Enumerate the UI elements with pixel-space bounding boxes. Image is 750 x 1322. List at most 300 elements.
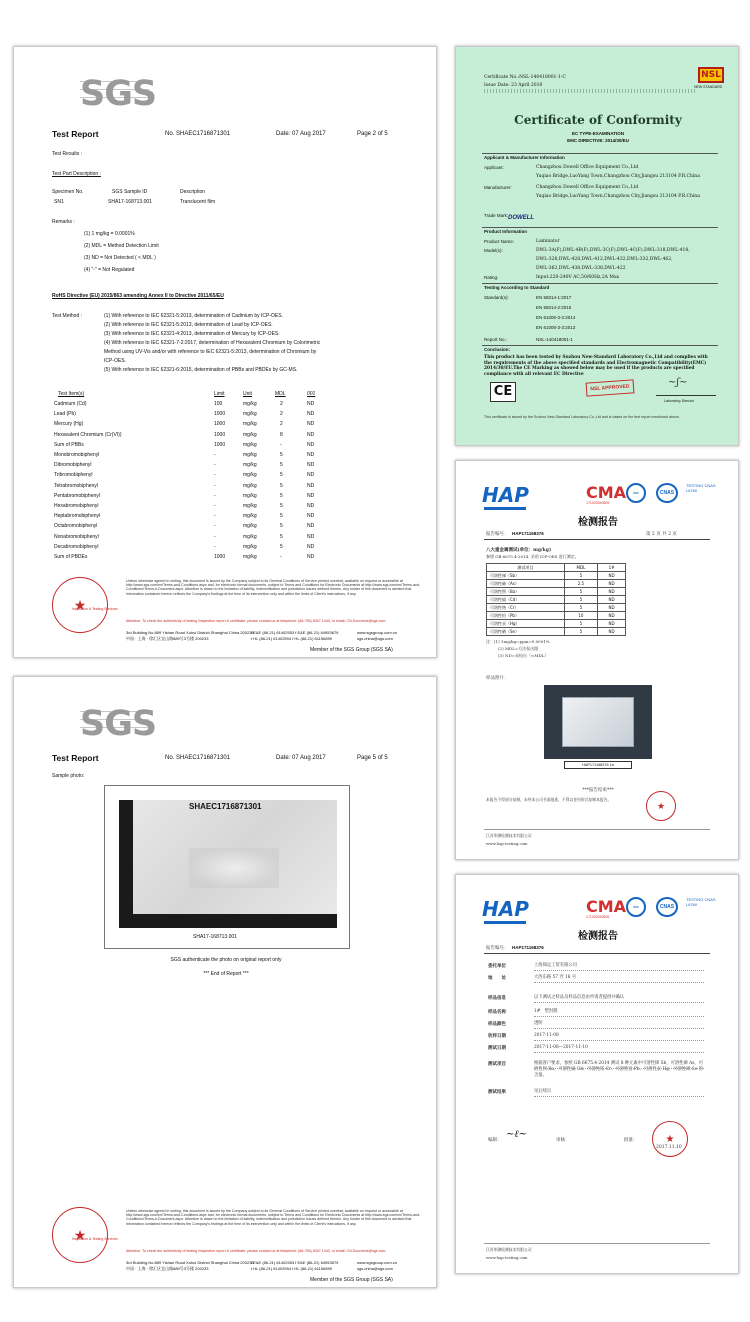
website: www.hap-testing.com — [486, 1255, 528, 1260]
cert-sub-1: EC TYPE-EXAMINATION — [572, 131, 624, 136]
nsl-logo-sub: NEW STANDARD — [694, 85, 723, 89]
standard-1: EN 55014-1:2017 — [536, 295, 572, 300]
result-cell: ND — [307, 492, 315, 499]
description-header: Description — [180, 189, 206, 195]
table-row — [487, 588, 626, 596]
field-rule — [534, 1052, 704, 1053]
test-method: 参照 GB 6675.4-2014, 采用 ICP-OES 进行测定。 — [486, 554, 579, 559]
result-cell: ND — [307, 472, 315, 479]
photo-frame — [104, 785, 350, 949]
table-row — [487, 572, 626, 580]
remark-4: (4) "-" = Not Regulated — [84, 267, 135, 273]
field-label: 样品颜色 — [488, 1022, 506, 1027]
website: www.sgsgroup.com.cn — [357, 1260, 398, 1265]
divider — [482, 345, 718, 346]
field-label: 测试项目 — [488, 1062, 506, 1067]
result-cell: mg/kg — [243, 421, 257, 428]
address-en: 3rd Building,No.889 Yishan Road Xuhui District,Shanghai China 200233 — [126, 630, 254, 635]
authenticate-note: SGS authenticate the photo on original report only — [170, 957, 282, 963]
table-header: 测试项目 — [487, 564, 565, 572]
result-cell: - — [280, 554, 282, 560]
cert-number: Certificate No.:NSL-140418001-1-C — [484, 75, 566, 80]
field-label: Product Name: — [484, 239, 515, 244]
result-cell: 5 — [280, 533, 283, 540]
result-cell: mg/kg — [243, 533, 257, 540]
result-cell: - — [214, 482, 216, 489]
sample-id: SHA17-168713.001 — [108, 199, 152, 205]
remark-3: (3) ND = Not Detected ( < MDL ) — [84, 255, 156, 261]
field-value: Input:220-240V AC,50/60Hz,2A Max — [536, 275, 620, 280]
photo-caption: SHA17-168713.001 — [193, 934, 237, 940]
sample-id-header: SGS Sample ID — [112, 189, 148, 195]
field-rule — [534, 982, 704, 983]
field-label: 委托单位 — [488, 964, 506, 969]
result-cell: ND — [307, 441, 315, 448]
table-cell: 5 — [564, 628, 598, 636]
divider — [482, 227, 718, 228]
sgs-logo: SGS — [80, 74, 157, 114]
sgs-report-page-2 — [13, 46, 437, 658]
remark-2: (2) MDL = Method Detection Limit — [84, 243, 159, 249]
report-title: Test Report — [52, 129, 99, 139]
table-row — [487, 628, 626, 636]
field-value: DWL-328,DWL-428,DWL-412,DWL-432,DWL-332,DWL-462, — [536, 257, 673, 262]
field-rule — [534, 1002, 704, 1003]
report-no: HAP171168376 — [512, 531, 544, 536]
table-cell: 可溶性铬（Cr） — [487, 604, 565, 612]
rohs-directive: RoHS Directive (EU) 2015/863 amending Annex II to Directive 2011/65/EU — [52, 293, 224, 299]
result-cell: 5 — [280, 482, 283, 489]
table-cell: 可溶性镉（Cd） — [487, 596, 565, 604]
col-unit: Unit — [243, 391, 252, 397]
table-cell: 可溶性钡（Ba） — [487, 588, 565, 596]
table-cell: ND — [598, 588, 626, 596]
header-fine-rule — [484, 89, 696, 93]
field-value: 根据客户要求，参照 GB 6675.4-2014 测试 8 种元素中可溶性锑 Sb、可溶性砷 As、可溶性钡 Ba、可溶性镉 Cd、可溶性铬 Cr、可溶性铅 Pb、可溶性汞 Hg、可溶性硒 Se 的含量。 — [534, 1061, 704, 1078]
result-cell: Mercury (Hg) — [54, 421, 84, 428]
field-value: Changzhou Dowell Office Equipment Co.,Ltd — [536, 165, 639, 170]
table-cell: 5 — [564, 604, 598, 612]
standard-3: EN 61000-3-2:2014 — [536, 315, 576, 320]
end-of-report: ***报告结束*** — [582, 788, 614, 793]
sgs-report-page-5 — [13, 676, 437, 1288]
photo-title: 样品照片： — [486, 676, 509, 681]
heavy-metal-table — [486, 563, 626, 636]
result-cell: mg/kg — [243, 431, 257, 438]
cma-number: 171020340509 — [586, 501, 610, 505]
approver-label: 批准： — [624, 1138, 638, 1143]
field-label: Manufacturer: — [484, 185, 512, 190]
table-cell: ND — [598, 620, 626, 628]
method-3: (3) With reference to IEC 62321-4:2013, determination of Mercury by ICP-OES. — [104, 331, 280, 337]
sign-date: 2017.11.10 — [656, 1145, 682, 1150]
table-row — [487, 604, 626, 612]
field-label: 样品名称 — [488, 1010, 506, 1015]
photo-label: HAP171168376 1# — [564, 761, 632, 769]
table-cell: 5 — [564, 620, 598, 628]
table-cell: 2.5 — [564, 580, 598, 588]
result-cell: 5 — [280, 513, 283, 520]
hap-report-page-2 — [455, 460, 739, 860]
result-cell: - — [214, 513, 216, 520]
result-cell: mg/kg — [243, 554, 257, 560]
result-cell: - — [214, 503, 216, 509]
result-cell: Nonabromobiphenyl — [54, 533, 99, 540]
page-number: Page 5 of 5 — [357, 755, 388, 761]
result-cell: - — [214, 492, 216, 499]
result-cell: - — [214, 452, 216, 458]
issue-date: Issue Date: 23 April 2018 — [484, 83, 543, 88]
result-cell: ND — [307, 431, 315, 438]
result-cell: mg/kg — [243, 452, 257, 458]
table-cell: 可溶性汞（Hg） — [487, 620, 565, 628]
field-label: Model(s): — [484, 248, 503, 253]
result-cell: 100 — [214, 401, 223, 407]
cert-fine-print: This certificate is issued by the Suzhou New-Standard Laboratory Co.,Ltd and is based on the test report mentioned above. — [484, 415, 680, 419]
field-rule — [534, 970, 704, 971]
col-test-item: Test Item(s) — [58, 391, 85, 397]
report-no: HAP171168376 — [512, 945, 544, 950]
field-value: Changzhou Dowell Office Equipment Co.,Ltd — [536, 185, 639, 190]
table-cell: 5 — [564, 572, 598, 580]
test-part-label: Test Part Description : — [52, 171, 101, 177]
divider — [484, 1243, 710, 1244]
col-mdl: MDL — [275, 391, 286, 397]
result-cell: 1000 — [214, 431, 226, 438]
result-cell: mg/kg — [243, 513, 257, 520]
result-cell: Pentabromobiphenyl — [54, 492, 100, 499]
result-cell: Dibromobiphenyl — [54, 462, 92, 469]
table-header: 1# — [598, 564, 626, 572]
website: www.hap-testing.com — [486, 841, 528, 846]
remark-1: 注：(1) 1mg/kg=ppm=0.0001% — [486, 639, 550, 644]
ce-mark: CE — [490, 382, 516, 402]
dowell-logo: DOWELL — [508, 215, 534, 221]
table-cell: 10 — [564, 612, 598, 620]
field-value: 大西东路 57 弄 16 号 — [534, 975, 577, 980]
result-cell: mg/kg — [243, 482, 257, 489]
result-cell: ND — [307, 533, 315, 540]
result-cell: Cadmium (Cd) — [54, 401, 87, 407]
divider — [484, 539, 710, 540]
report-label: 报告编号： — [486, 532, 509, 537]
fine-print: Unless otherwise agreed in writing, this document is issued by the Company subject to its General Conditions of Service printed overleaf, available on request or accessible at http://www.sgs.com/en/Terms-and-Conditions.aspx and, for electronic format documents, subject to Terms and Conditions for Electronic Documents at http://www.sgs.com/en/Terms-and-Conditions/Terms-e-Document.aspx. Attention is drawn to the limitation of liability, indemnification and jurisdiction issues defined therein. Any holder of this document is advised that information contained hereon reflects the Company's findings at the time of its intervention only and within the limits of Client's instructions, if any. — [126, 579, 421, 596]
report-no: NSL-140418001-1 — [536, 337, 573, 342]
result-cell: mg/kg — [243, 441, 257, 448]
result-cell: 8 — [280, 431, 283, 438]
cert-sub-2: EMC DIRECTIVE: 2014/30/EU — [567, 138, 629, 143]
seal-text: Inspection & Testing Services — [72, 607, 118, 611]
email: sgs.china@sgs.com — [357, 1266, 393, 1271]
table-cell: ND — [598, 612, 626, 620]
result-cell: ND — [307, 523, 315, 530]
cert-title: Certificate of Conformity — [514, 113, 682, 127]
field-value: 见后续页 — [534, 1089, 552, 1094]
result-cell: Lead (Pb) — [54, 411, 76, 418]
signature: ~ʃ~ — [668, 377, 688, 388]
table-row — [487, 580, 626, 588]
method-1: (1) With reference to IEC 62321-5:2013, determination of Cadmium by ICP-OES. — [104, 313, 283, 319]
hap-logo-swoosh — [484, 921, 526, 924]
result-cell: - — [214, 523, 216, 530]
address-en: 3rd Building,No.889 Yishan Road Xuhui District,Shanghai China 200233 — [126, 1260, 254, 1265]
result-cell: ND — [307, 411, 315, 418]
result-cell: ND — [307, 462, 315, 469]
field-label: Rating: — [484, 275, 499, 280]
report-title-cn: 检测报告 — [578, 517, 618, 528]
field-label: Trade Mark: — [484, 213, 509, 218]
approved-stamp: NSL APPROVED — [586, 379, 635, 396]
field-value: Laminator — [536, 239, 560, 244]
result-cell: - — [214, 543, 216, 550]
result-cell: Decabromobiphenyl — [54, 543, 99, 550]
table-cell: ND — [598, 572, 626, 580]
table-header-row — [487, 564, 626, 572]
website: www.sgsgroup.com.cn — [357, 630, 398, 635]
field-label: 地 址 — [488, 976, 506, 981]
report-label: Report No.: — [484, 337, 508, 342]
table-cell: 5 — [564, 588, 598, 596]
report-label: 报告编号： — [486, 946, 509, 951]
field-value: 以下测试之样品及样品信息由申请者提供并确认 — [534, 995, 625, 1000]
table-row — [487, 596, 626, 604]
seal-text: Inspection & Testing Services — [72, 1237, 118, 1241]
result-cell: 1000 — [214, 554, 226, 560]
field-label: 样品信息 — [488, 996, 506, 1001]
ruler-vertical — [119, 800, 133, 928]
section-title: 八大重金属测试(单位：mg/kg) — [486, 548, 552, 553]
table-row — [487, 612, 626, 620]
result-cell: ND — [307, 452, 315, 458]
attention-notice: Attention: To check the authenticity of testing /inspection report & certificate, please contact us at telephone: (86-755) 8307 1443, or email: CN.Doccheck@sgs.com — [126, 1249, 386, 1253]
table-cell: ND — [598, 580, 626, 588]
test-results-label: Test Results : — [52, 151, 83, 157]
result-cell: Hexabromobiphenyl — [54, 503, 99, 509]
remarks-label: Remarks : — [52, 219, 75, 225]
result-cell: ND — [307, 503, 315, 509]
field-value: 1# 塑封膜 — [534, 1009, 558, 1014]
result-cell: - — [214, 472, 216, 479]
field-label: 收样日期 — [488, 1034, 506, 1039]
result-cell: 5 — [280, 523, 283, 530]
result-cell: - — [214, 462, 216, 469]
method-4c: ICP-OES. — [104, 358, 126, 364]
result-cell: 1000 — [214, 441, 226, 448]
sgs-seal: ★ — [52, 577, 108, 633]
applicant-section: Applicant & Manufacturer Information — [484, 155, 565, 160]
result-cell: mg/kg — [243, 503, 257, 509]
result-cell: ND — [307, 421, 315, 428]
ruler-horizontal — [119, 914, 337, 928]
cnas-logo: CNAS — [656, 483, 678, 503]
result-cell: mg/kg — [243, 401, 257, 407]
field-label: 测试日期 — [488, 1046, 506, 1051]
divider — [482, 153, 718, 154]
field-label: Applicant: — [484, 165, 504, 170]
divider — [484, 953, 710, 954]
field-label: 测试结果 — [488, 1090, 506, 1095]
page-number: 第 2 页 共 2 页 — [646, 532, 677, 537]
page-number: Page 2 of 5 — [357, 131, 388, 137]
report-title: Test Report — [52, 753, 99, 763]
table-cell: ND — [598, 628, 626, 636]
result-cell: Heptabromobiphenyl — [54, 513, 101, 520]
film-sample — [562, 697, 634, 747]
result-cell: 5 — [280, 492, 283, 499]
cnas-logo: CNAS — [656, 897, 678, 917]
method-4: (4) With reference to IEC 62321-7-2:2017, determination of Hexavalent Chromium by Colorimetric — [104, 340, 321, 346]
test-method-label: Test Method : — [52, 313, 83, 319]
table-row — [487, 620, 626, 628]
result-cell: 5 — [280, 462, 283, 469]
product-section: Product Information — [484, 229, 527, 234]
result-cell: 5 — [280, 543, 283, 550]
result-cell: mg/kg — [243, 472, 257, 479]
tel-hl: t HL (86-21) 61402594 f HL (86-21) 61156899 — [251, 1266, 333, 1271]
sgs-seal: ★ — [52, 1207, 108, 1263]
sample-description: Translucent film — [180, 199, 216, 205]
result-cell: 5 — [280, 503, 283, 509]
field-value: 2017-11-08 — [534, 1033, 559, 1038]
result-cell: - — [214, 533, 216, 540]
photo-label: SHAEC1716871301 — [189, 802, 262, 811]
standard-4: EN 61000-3-3:2013 — [536, 325, 576, 330]
report-date: Date: 07 Aug 2017 — [276, 131, 326, 137]
method-4b: Method using UV-Vis and/or with reference to IEC 62321-5:2013, determination of Chromium by — [104, 349, 317, 355]
sgs-logo: SGS — [80, 704, 157, 744]
hap-seal: ★ — [652, 1121, 688, 1157]
sample-photo-label: Sample photo: — [52, 773, 85, 779]
divider — [482, 283, 718, 284]
result-cell: mg/kg — [243, 411, 257, 418]
field-value: DWL-3A(F),DWL-4B(F),DWL-3C(F),DWL-4C(F),DWL-318,DWL-418, — [536, 248, 690, 253]
nsl-logo: NSL — [698, 67, 724, 83]
field-value: Yuqiao Bridge,LuoYang Town,Changzhou City,Jiangsu 213104 P.R.China — [536, 174, 700, 179]
result-cell: 5 — [280, 472, 283, 479]
report-number: No. SHAEC1716871301 — [165, 131, 231, 137]
result-cell: Monobromobiphenyl — [54, 452, 100, 458]
field-rule — [534, 1016, 704, 1017]
film-sample — [189, 848, 279, 888]
signature: ~ℓ~ — [506, 1129, 527, 1140]
result-cell: ND — [307, 482, 315, 489]
cma-logo: CMA — [586, 897, 627, 916]
cnas-accreditation: TESTING CNAS L6760 — [686, 483, 716, 493]
remark-3: (3) ND=未检出（<MDL） — [498, 653, 549, 658]
certificate-of-conformity — [455, 46, 739, 446]
field-rule — [534, 1028, 704, 1029]
result-cell: mg/kg — [243, 462, 257, 469]
report-number: No. SHAEC1716871301 — [165, 755, 231, 761]
specimen-no: SN1 — [54, 199, 64, 205]
table-header: MDL — [564, 564, 598, 572]
hap-logo: HAP — [482, 897, 529, 921]
result-cell: ND — [307, 554, 315, 560]
result-cell: mg/kg — [243, 492, 257, 499]
attention-notice: Attention: To check the authenticity of testing /inspection report & certificate, please contact us at telephone: (86-755) 8307 1443, or email: CN.Doccheck@sgs.com — [126, 619, 386, 623]
end-of-report: *** End of Report *** — [203, 971, 249, 977]
result-cell: 1000 — [214, 411, 226, 418]
field-value: 透明 — [534, 1021, 543, 1026]
result-cell: ND — [307, 401, 315, 407]
company-name: 江苏华测检测技术有限公司 — [486, 833, 532, 838]
remark-1: (1) 1 mg/kg = 0.0001% — [84, 231, 135, 237]
email: sgs.china@sgs.com — [357, 636, 393, 641]
result-cell: 1000 — [214, 421, 226, 428]
compiler-label: 编制： — [488, 1138, 502, 1143]
address-cn: 中国 · 上海 · 徐汇区宜山路889号3号楼 200233 — [126, 1266, 209, 1271]
conclusion-label: Conclusion: — [484, 347, 510, 352]
result-cell: Tribromobiphenyl — [54, 472, 93, 479]
divider — [484, 829, 710, 830]
address-cn: 中国 · 上海 · 徐汇区宜山路889号3号楼 200233 — [126, 636, 209, 641]
cma-number: 171020340509 — [586, 915, 610, 919]
report-date: Date: 07 Aug 2017 — [276, 755, 326, 761]
table-cell: ND — [598, 604, 626, 612]
col-limit: Limit — [214, 391, 225, 397]
field-rule — [534, 1040, 704, 1041]
ilac-mra-logo: ilac — [626, 897, 646, 917]
fine-print: Unless otherwise agreed in writing, this document is issued by the Company subject to its General Conditions of Service printed overleaf, available on request or accessible at http://www.sgs.com/en/Terms-and-Conditions.aspx and, for electronic format documents, subject to Terms and Conditions for Electronic Documents at http://www.sgs.com/en/Terms-and-Conditions/Terms-e-Document.aspx. Attention is drawn to the limitation of liability, indemnification and jurisdiction issues defined therein. Any holder of this document is advised that information contained hereon reflects the Company's findings at the time of its intervention only and within the limits of Client's instructions, if any. — [126, 1209, 421, 1226]
result-cell: ND — [307, 543, 315, 550]
hap-logo-swoosh — [484, 507, 526, 510]
table-cell: ND — [598, 596, 626, 604]
sample-photo — [544, 685, 652, 759]
sample-photo — [119, 800, 337, 928]
sign-line — [656, 395, 716, 396]
result-cell: Octabromobiphenyl — [54, 523, 98, 530]
sign-label: Laboratory Director — [664, 399, 694, 403]
result-cell: Sum of PBDEs — [54, 554, 88, 560]
reviewer-label: 审核： — [556, 1138, 570, 1143]
result-cell: 2 — [280, 401, 283, 407]
ilac-mra-logo: ilac — [626, 483, 646, 503]
method-2: (2) With reference to IEC 62321-5:2013, determination of Lead by ICP-OES. — [104, 322, 273, 328]
standard-2: EN 55014-2:2015 — [536, 305, 572, 310]
tel-ee: t E&E (86-21) 61402553 f E&E (86-21) 64953679 — [251, 1260, 339, 1265]
result-cell: mg/kg — [243, 543, 257, 550]
hap-logo: HAP — [482, 483, 529, 507]
field-value: 上海保远工贸有限公司 — [534, 963, 577, 968]
hap-report-page-1 — [455, 874, 739, 1274]
field-rule — [534, 1068, 704, 1069]
result-cell: 2 — [280, 421, 283, 428]
cma-logo: CMA — [586, 483, 627, 502]
result-cell: mg/kg — [243, 523, 257, 530]
result-cell: - — [280, 441, 282, 448]
method-5: (5) With reference to IEC 62321-6:2015, determination of PBBs and PBDEs by GC-MS. — [104, 367, 298, 373]
result-cell: Sum of PBBs — [54, 441, 84, 448]
tel-ee: t E&E (86-21) 61402553 f E&E (86-21) 64953679 — [251, 630, 339, 635]
field-value: Yuqiao Bridge,LuoYang Town,Changzhou City,Jiangsu 213104 P.R.China — [536, 194, 700, 199]
sgs-member: Member of the SGS Group (SGS SA) — [310, 647, 393, 653]
sgs-member: Member of the SGS Group (SGS SA) — [310, 1277, 393, 1283]
remark-2: (2) MDL=方法检出限 — [498, 646, 539, 651]
col-001: 001 — [307, 391, 316, 397]
report-title-cn: 检测报告 — [578, 931, 618, 942]
tel-hl: t HL (86-21) 61402594 f HL (86-21) 61156899 — [251, 636, 333, 641]
result-cell: ND — [307, 513, 315, 520]
hap-seal: ★ — [646, 791, 676, 821]
table-cell: 可溶性硒（Se） — [487, 628, 565, 636]
field-value: 2017-11-08—2017-11-10 — [534, 1045, 588, 1050]
field-value: DWL-362,DWL-438,DWL-338,DWL-422 — [536, 266, 626, 271]
testing-section: Testing According to Standard — [484, 285, 550, 290]
result-cell: Hexavalent Chromium (Cr(VI)) — [54, 431, 122, 438]
result-cell: 5 — [280, 452, 283, 458]
specimen-header: Specimen No. — [52, 189, 84, 195]
field-rule — [534, 1096, 704, 1097]
